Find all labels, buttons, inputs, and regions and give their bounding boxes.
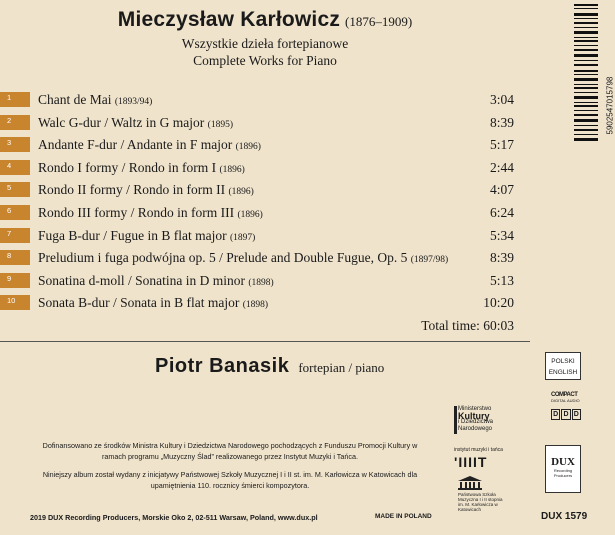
credit-funding: Dofinansowano ze środków Ministra Kultury i Dziedzictwa Narodowego pochodzących z Funduszu Promocji Kultury w ramach programu „Muzyczny Ślad” realizowanego przez Instytut Muzyki i Tańca. (42, 441, 418, 461)
track-year: (1895) (207, 119, 233, 130)
track-number: 4 (7, 160, 12, 170)
track-number: 1 (7, 93, 12, 102)
dux-logo-subtext: Recording Producers (553, 468, 573, 478)
ministry-logo (458, 406, 518, 432)
track-number: 3 (7, 138, 12, 148)
track-title (38, 92, 152, 108)
track-duration: 2:44 (489, 159, 514, 175)
track-number: 9 (7, 273, 12, 283)
dux-logo-text: DUX (551, 456, 575, 468)
track-year: (1897) (229, 232, 256, 243)
track-number-bar (0, 273, 30, 288)
track-number: 8 (7, 251, 12, 261)
compact-disc-logo (551, 392, 581, 420)
ddd-letter: D (551, 409, 560, 420)
track-number-bar (0, 182, 30, 197)
track-number-bar (0, 137, 30, 152)
track-year: (1896) (219, 164, 245, 175)
track-title (38, 205, 263, 221)
track-list (0, 90, 520, 316)
ministry-logo-bar (454, 406, 457, 434)
track-number-bar (0, 250, 30, 265)
barcode (574, 4, 598, 144)
track-title (38, 228, 255, 244)
track-title-text: Preludium i fuga podwójna op. 5 / Prelude and Double Fugue, Op. 5 (38, 250, 408, 266)
track-row (0, 90, 520, 113)
track-number-bar (0, 115, 30, 130)
performer (155, 355, 384, 378)
track-row (0, 180, 520, 203)
track-title (38, 295, 268, 311)
track-duration: 6:24 (489, 204, 514, 220)
ddd-badge (551, 409, 581, 420)
language-box (545, 352, 581, 380)
ministry-text: Narodowego (458, 425, 493, 432)
imit-marks: 'IIIIT (454, 454, 488, 470)
track-duration: 5:17 (489, 137, 514, 153)
footer-copyright: 2019 DUX Recording Producers, Morskie Oko 2, 02-511 Warsaw, Poland, www.dux.pl (30, 513, 318, 522)
track-title (38, 250, 448, 266)
language-polish: POLSKI (551, 358, 575, 365)
track-row (0, 271, 520, 294)
cd-text: COMPACT (551, 392, 578, 398)
imit-text: instytut muzyki i tańca (454, 447, 503, 453)
track-row (0, 113, 520, 136)
header (0, 8, 530, 69)
track-duration: 10:20 (483, 295, 514, 311)
track-title-text: Rondo III formy / Rondo in form III (38, 204, 235, 220)
track-number: 6 (7, 205, 12, 215)
track-title-text: Andante F-dur / Andante in F major (38, 137, 233, 153)
ministry-text: Ministerstwo (458, 406, 492, 412)
school-text: Państwowa Szkoła Muzyczna I i II stopnia im. M. Karłowicza w Katowicach (458, 492, 503, 512)
performer-role: fortepian / piano (298, 360, 385, 375)
track-row (0, 203, 520, 226)
track-title-text: Chant de Mai (38, 92, 112, 107)
track-duration: 8:39 (489, 250, 514, 266)
track-year: (1897/98) (410, 255, 449, 266)
track-title-text: Walc G-dur / Waltz in G major (38, 114, 205, 130)
track-number-bar (0, 92, 30, 107)
track-row (0, 293, 520, 316)
track-duration: 5:34 (489, 227, 514, 243)
track-title (38, 160, 245, 176)
track-number-bar (0, 205, 30, 220)
barcode-number: 5902547015798 (605, 76, 615, 135)
track-number-bar (0, 160, 30, 175)
school-building-icon (458, 476, 482, 490)
track-duration: 5:13 (489, 272, 514, 288)
imit-logo (454, 447, 514, 469)
track-row (0, 248, 520, 271)
track-year: (1893/94) (114, 97, 153, 107)
track-number: 2 (7, 115, 12, 125)
catalog-number: DUX 1579 (541, 511, 588, 522)
composer-name: Mieczysław Karłowicz (117, 8, 341, 31)
dux-logo (545, 445, 581, 493)
track-number-bar (0, 228, 30, 243)
ddd-letter: D (572, 409, 581, 420)
composer-line (0, 8, 530, 32)
track-title-text: Rondo I formy / Rondo in form I (38, 159, 217, 175)
track-title (38, 137, 261, 153)
track-row (0, 226, 520, 249)
track-row (0, 135, 520, 158)
track-title (38, 273, 274, 289)
made-in: MADE IN POLAND (375, 513, 432, 520)
track-duration: 4:07 (489, 182, 514, 198)
subtitle-en: Complete Works for Piano (193, 53, 337, 68)
track-title-text: Rondo II formy / Rondo in form II (38, 182, 226, 198)
track-number: 7 (7, 228, 12, 238)
credit-initiative: Niniejszy album został wydany z inicjatywy Państwowej Szkoły Muzycznej I i II st. im. M. Karłowicza w Katowicach dla upamiętnienia 110. rocznicy śmierci kompozytora. (42, 470, 418, 490)
track-row (0, 158, 520, 181)
performer-name: Piotr Banasik (155, 355, 290, 377)
credits (40, 441, 420, 499)
track-year: (1898) (242, 300, 269, 311)
ministry-text: i Dziedzictwa (458, 419, 494, 425)
track-title (38, 115, 233, 131)
track-duration: 8:39 (489, 114, 514, 130)
total-time: Total time: 60:03 (421, 318, 514, 333)
track-year: (1896) (237, 209, 263, 220)
track-number: 5 (7, 183, 12, 193)
composer-years: (1876–1909) (345, 14, 413, 29)
track-number: 10 (7, 296, 16, 306)
divider (0, 341, 530, 342)
track-year: (1898) (248, 277, 274, 288)
track-year: (1896) (235, 142, 261, 153)
track-title-text: Fuga B-dur / Fugue in B flat major (38, 227, 227, 243)
subtitle-pl: Wszystkie dzieła fortepianowe (181, 36, 349, 51)
cd-subtext: DIGITAL AUDIO (551, 398, 580, 403)
track-title-text: Sonatina d-moll / Sonatina in D minor (38, 272, 245, 288)
school-logo (458, 476, 508, 512)
track-title-text: Sonata B-dur / Sonata in B flat major (38, 295, 240, 311)
language-english: ENGLISH (548, 369, 578, 376)
track-title (38, 182, 254, 198)
track-year: (1896) (228, 187, 254, 198)
ddd-letter: D (561, 409, 570, 420)
track-duration: 3:04 (489, 92, 514, 107)
ministry-text: Kultury (458, 410, 490, 421)
